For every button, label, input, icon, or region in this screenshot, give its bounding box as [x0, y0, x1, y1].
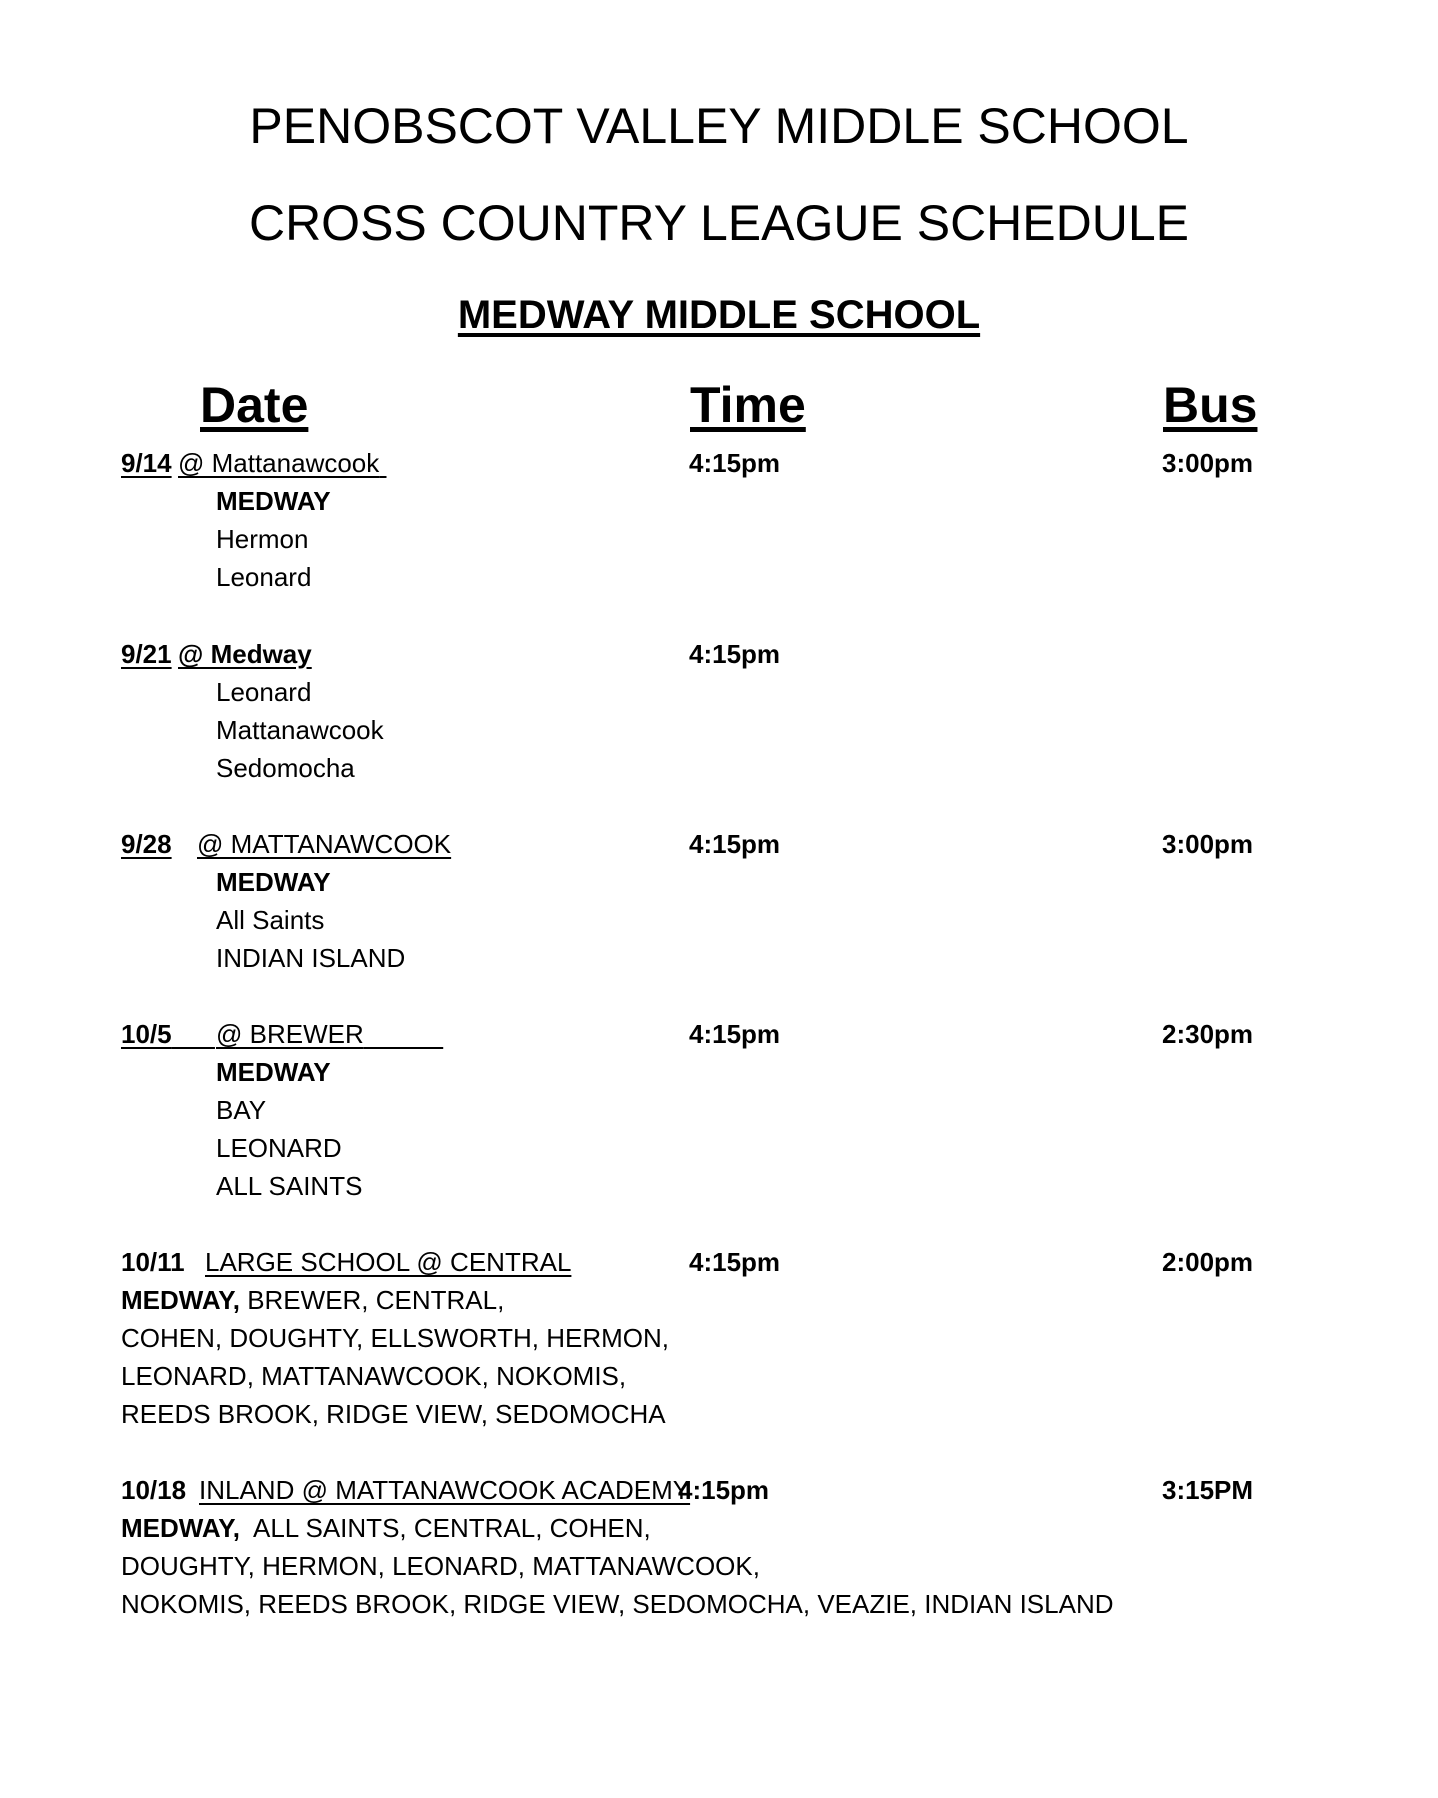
- meet-venue: @ BREWER: [216, 1019, 364, 1049]
- meet-date: 10/18: [121, 1475, 187, 1505]
- bus-time: 2:00pm: [1162, 1247, 1254, 1277]
- bus-time: 3:15PM: [1162, 1475, 1254, 1505]
- meet-time: 4:15pm: [689, 448, 781, 478]
- meet-date: 9/21: [121, 639, 172, 669]
- team-list: [216, 863, 405, 977]
- bus-time: 3:00pm: [1162, 448, 1254, 478]
- time-column-header: Time: [690, 377, 806, 433]
- team-item: MEDWAY: [216, 1057, 331, 1087]
- team-list: [216, 673, 384, 787]
- bus-column-header: Bus: [1163, 377, 1258, 433]
- meet-venue: INLAND @ MATTANAWCOOK ACADEMY: [199, 1475, 691, 1505]
- team-item: Hermon: [216, 524, 309, 554]
- team-item: ALL SAINTS: [216, 1171, 363, 1201]
- meet-date: 10/11: [121, 1247, 185, 1277]
- team-line: DOUGHTY, HERMON, LEONARD, MATTANAWCOOK,: [121, 1551, 760, 1581]
- team-item: Leonard: [216, 562, 312, 592]
- team-line: NOKOMIS, REEDS BROOK, RIDGE VIEW, SEDOMOCHA, VEAZIE, INDIAN ISLAND: [121, 1589, 1114, 1619]
- meet-venue: @ MATTANAWCOOK: [197, 829, 452, 859]
- team-item: MEDWAY: [216, 486, 331, 516]
- bus-time: 2:30pm: [1162, 1019, 1254, 1049]
- team-item: Mattanawcook: [216, 715, 384, 745]
- school-name: MEDWAY MIDDLE SCHOOL: [457, 293, 981, 337]
- meet-time: 4:15pm: [689, 639, 781, 669]
- meet-venue: @ Medway: [178, 639, 312, 669]
- team-line: REEDS BROOK, RIDGE VIEW, SEDOMOCHA: [121, 1399, 666, 1429]
- meet-date: 9/14: [121, 448, 172, 478]
- meet-time: 4:15pm: [689, 1019, 781, 1049]
- team-item: BAY: [216, 1095, 267, 1125]
- team-item: All Saints: [216, 905, 325, 935]
- meet-time: 4:15pm: [689, 829, 781, 859]
- bus-time: 3:00pm: [1162, 829, 1254, 859]
- team-line: MEDWAY, ALL SAINTS, CENTRAL, COHEN,: [121, 1513, 651, 1543]
- meet-date: 10/5: [121, 1019, 172, 1049]
- meet-time: 4:15pm: [678, 1475, 770, 1505]
- home-team: MEDWAY,: [121, 1513, 240, 1543]
- team-item: Leonard: [216, 677, 312, 707]
- team-list: [216, 482, 331, 596]
- meet-venue: LARGE SCHOOL @ CENTRAL: [205, 1247, 572, 1277]
- team-item: LEONARD: [216, 1133, 342, 1163]
- team-line: COHEN, DOUGHTY, ELLSWORTH, HERMON,: [121, 1323, 669, 1353]
- team-list: [121, 1509, 1114, 1623]
- meet-time: 4:15pm: [689, 1247, 781, 1277]
- meet-date: 9/28: [121, 829, 172, 859]
- meet-venue: @ Mattanawcook: [178, 448, 380, 478]
- league-title: PENOBSCOT VALLEY MIDDLE SCHOOL: [249, 98, 1189, 154]
- team-item: MEDWAY: [216, 867, 331, 897]
- home-team: MEDWAY,: [121, 1285, 240, 1315]
- date-column-header: Date: [200, 377, 309, 433]
- schedule-title: CROSS COUNTRY LEAGUE SCHEDULE: [248, 195, 1190, 251]
- team-item: Sedomocha: [216, 753, 355, 783]
- team-list: [121, 1281, 669, 1433]
- team-line: LEONARD, MATTANAWCOOK, NOKOMIS,: [121, 1361, 627, 1391]
- team-line: MEDWAY, BREWER, CENTRAL,: [121, 1285, 505, 1315]
- team-list: [216, 1053, 362, 1205]
- team-item: INDIAN ISLAND: [216, 943, 406, 973]
